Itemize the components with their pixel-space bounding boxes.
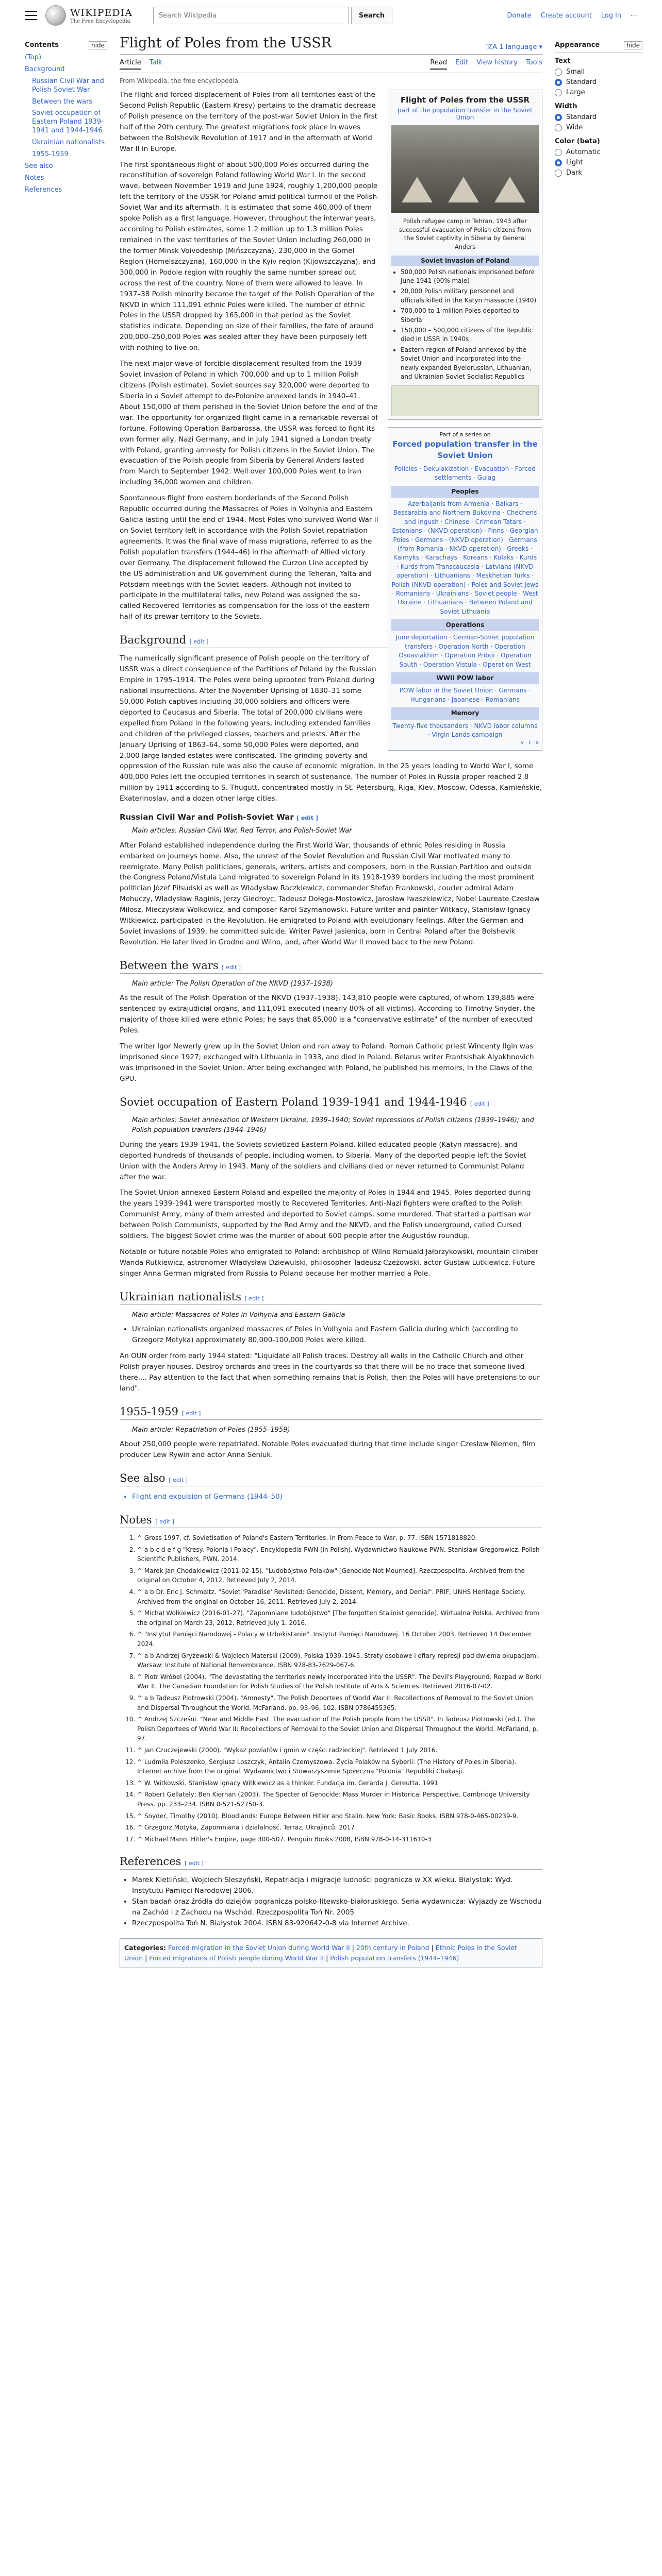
wikipedia-logo[interactable] [45,5,133,26]
text-size-options [555,68,642,96]
search-button[interactable]: Search [351,7,392,24]
radio-label: Large [566,89,585,96]
list-item: • 700,000 to 1 million Poles deported to Siberia [401,307,539,325]
tent-shape [494,177,525,202]
categories-box [120,1938,542,1968]
hatnote[interactable]: Main article: The Polish Operation of the NKVD (1937–1938) [132,979,333,988]
toc-item[interactable]: Between the wars [32,97,93,106]
note-item: 17. ^ Michael Mann. Hitler's Empire, page 300-507. Penguin Books 2008, ISBN 978-0-14-311610-3 [137,1835,542,1844]
radio-icon [555,159,562,166]
logo-title: WIKIPEDIA [70,7,133,19]
note-item: 1. ^ Gross 1997, cf. Sovietisation of Poland's Eastern Territories. In From Peace to War, p. 77. ISBN 1571818820. [137,1533,542,1543]
radio-icon [555,170,562,177]
main-content [120,35,542,1968]
table-of-contents [25,41,107,198]
appearance-header [555,41,642,53]
edit-section-link[interactable]: [ edit ] [470,1100,489,1107]
toc-list [25,54,107,195]
width-label: Width [555,103,577,110]
toc-header [25,41,107,49]
soviet-paragraph-3: Notable or future notable Poles who emigrated to Poland: archbishop of Wilno Romuald Jałbrzykowski, mountain climber Wanda Rutkiewicz, astronomer Władysław Dziewulski, philosopher Tadeusz Czeżowski, actor Gustaw Lutkiewicz. Future singer Anna German migrated from Russia to Poland because her mother married a Pole. [120,1248,538,1278]
radio-label: Small [566,68,585,76]
note-item: 2. ^ a b c d e f g "Kresy. Polonia i Polacy". Encyklopedia PWN (in Polish). Wydawnictwo Naukowe PWN. Stanisław Gregorowicz. Polish Scientific Publishers, PWN. 2014. [137,1545,542,1564]
note-item: 5. ^ Michał Wołkiewicz (2016-01-27). "Zapomniane ludobójstwo" [The forgotten Stalinist genocide]. Wirtualna Polska. Archived from the original on March 23, 2012. Retrieved July 1, 2016. [137,1608,542,1628]
category-link[interactable]: Ethnic Poles in the Soviet Union [124,1943,517,1962]
color-group [555,138,642,177]
reference-item: • Marek Kietliński, Wojciech Śleszyński, Repatriacja i migracje ludności pogranicza w XX wieku. Bialystok: Wyd. Instytutu Pamięci Narodowej 2006. [132,1875,542,1896]
appearance-panel [555,41,642,183]
section-title: See also [120,1472,166,1485]
section-title: 1955-1959 [120,1405,178,1418]
width-options [555,113,642,131]
categories-list: Forced migration in the Soviet Union during World War II | 20th century in Poland | Ethnic Poles in the Soviet Union | Forced migrations of Polish people during World War II | Polish population transfers (1944–1946) [124,1943,517,1962]
radio-icon [555,69,562,76]
navbox-peoples-head: Peoples [391,486,539,498]
section-civil-war-heading [120,812,542,822]
list-item: • 20,000 Polish military personnel and officials killed in the Katyn massacre (1940) [401,287,539,305]
radio-option[interactable] [555,113,642,121]
infobox-title: Flight of Poles from the USSR [400,95,530,105]
main-menu-icon[interactable] [25,9,37,22]
toc-item[interactable]: Background [25,65,65,73]
radio-label: Light [566,159,583,166]
section-title: References [120,1855,181,1868]
intro-paragraph-3: The next major wave of forcible displacement resulted from the 1939 Soviet invasion of Poland in which 700,000 and up to 1 million Polish citizens (Polish estimate). Soviet sources say 320,000 were deported to Siberia in a Soviet attempt to de-Polonize annexed lands in 1940–41. About 150,000 of them perished in the Soviet Union before the end of the war. The opportunity for organized flight came in a remarkable reversal of fortune. Following Operation Barbarossa, the USSR was forced to fight its own former ally, Nazi Germany, and in July 1941 signed a London treaty with Poland, granting amnesty for Polish citizens in the Soviet Union. The evacuation of the Polish people from Siberia by General Anders lasted from March to September 1942. Well over 100,000 Poles went to Iran including 36,000 women and children. [120,360,378,487]
references-list [120,1875,542,1929]
appearance-hide-button[interactable]: hide [624,41,642,49]
edit-section-link[interactable]: [ edit ] [181,1410,201,1417]
note-item: 9. ^ a b Tadeusz Piotrowski (2004). "Amnesty". The Polish Deportees of World War II: Recollections of Removal to the Soviet Union and Dispersal Throughout the World. McFarland. pp. 93–96, 102. ISBN 0786455365. [137,1693,542,1713]
radio-option[interactable] [555,148,642,156]
page-tabs [120,55,542,73]
navbox-top-links[interactable]: Policies · Dekulakization · Evacuation · Forced settlements · Gulag [394,465,536,482]
civil-war-paragraph: After Poland established independence during the First World War, thousands of ethnic Poles residing in Russia embarked on journeys home. Also, the unrest of the Soviet Revolution and Russian Civil War motivated many to reemigrate. Many Polish politicians, generals, writers, artists and composers, born in the Russian Partition and outside the Congress Poland/Vistula Land migrated to sovereign Poland in its 1918-1939 borders including the most prominent politician Józef Piłsudski as well as Władysław Raczkiewicz, commander Stefan Frankowski, courier admiral Adam Mohuczy, Władysław Raginis, Jerzy Giedroyc, Tadeusz Dołęga-Mostowicz, Jarosław Iwaszkiewicz, Nobel Laureate Czesław Miłosz, Mieczysław Wolkowicz, and composer Karol Szymanowski. Future writer and painter Witkacy, Stanisław Ignacy Witkiewicz, participated in the Revolution. He emigrated to Poland with evolutionary feelings. After the German and Soviet invasions of 1939, he committed suicide. Writer Paweł Jasienica, born in Central Poland after the Bolshevik Revolution. He later lived in Grodno and Wilno, and, after World War II moved back to the new Poland. [120,841,540,946]
section-1955-heading [120,1405,542,1420]
navbox-peoples[interactable]: Azerbaijanis from Armenia · Balkars · Bessarabia and Northern Bukovina · Chechens and Ingush · Chinese · Crimean Tatars · Estonians · (NKVD operation) · Finns · Georgian Poles · Germans · (NKVD operation) · Germans (from Romania · NKVD operation) · Greeks · Kalmyks · Karachays · Koreans · Kulaks · Kurds · Kurds from Transcaucasia · Latvians (NKVD operation) · Lithuanians · Meskhetian Turks · Polish (NKVD operation) · Poles and Soviet Jews · Romanians · Ukrainians · Soviet people · West Ukraine · Lithuanians · Between Poland and Soviet Lithuania [391,500,539,615]
note-item: 10. ^ Andrzej Szcześni. "Near and Middle East. The evacuation of the Polish people from the USSR". In Tadeusz Piotrowski (ed.). The Polish Deportees of World War II: Recollections of Removal to the Soviet Union and Dispersal Throughout the World. McFarland, p. 97. [137,1715,542,1743]
navbox-operations-head: Operations [391,619,539,631]
tab-article[interactable]: Article [120,59,141,70]
radio-icon [555,124,562,131]
note-item: 13. ^ W. Witkowski. Stanisław Ignacy Witkiewicz as a thinker. Fundacja im. Gerarda J. Gereutta. 1991 [137,1778,542,1788]
radio-label: Standard [566,113,597,121]
infobox [388,90,542,420]
radio-icon [555,149,562,156]
tab-tools[interactable]: Tools [525,59,542,66]
toc-item[interactable]: Notes [25,174,44,182]
width-group [555,103,642,131]
section-between-heading [120,959,542,974]
category-link[interactable]: Polish population transfers (1944–1946) [330,1954,459,1962]
appearance-title: Appearance [555,41,600,49]
toc-title: Contents [25,41,59,49]
category-link[interactable]: Forced migrations of Polish people during World War II [149,1954,324,1962]
hatnote[interactable]: Main articles: Soviet annexation of Western Ukraine, 1939–1940; Soviet repressions of Polish citizens (1939–1946); and Polish population transfers (1944–1946) [132,1116,534,1134]
category-link[interactable]: 20th century in Poland [356,1943,429,1952]
section-see-also-heading [120,1472,542,1486]
language-button[interactable]: 文A 1 language ▾ [486,43,542,51]
donate-link[interactable]: Donate [507,11,532,20]
section-title: Notes [120,1514,152,1527]
radio-option[interactable] [555,89,642,96]
between-paragraph-2: The writer Igor Newerly grew up in the Soviet Union and ran away to Poland. Roman Catholic priest Wincenty Ilgin was imprisoned since 1927; exchanged with Lithuania in 1933, and died in Poland. Belarus writer Frantsishak Alyakhnovich was imprisoned in the Soviet Union. After being exchanged with Poland, he published his memoirs, In the Claws of the GPU. [120,1042,534,1083]
navbox-pow-head: WWII POW labor [391,672,539,684]
radio-label: Dark [566,169,582,177]
section-title: Between the wars [120,959,219,972]
list-item: • 500,000 Polish nationals imprisoned before June 1941 (90% male) [401,268,539,286]
toc-hide-button[interactable]: hide [89,41,107,49]
section-title: Russian Civil War and Polish-Soviet War [120,812,294,822]
section-soviet-heading [120,1096,542,1110]
tab-view-history[interactable]: View history [476,59,518,66]
toc-item[interactable]: References [25,185,62,194]
tent-shape [402,177,433,202]
between-paragraph-1: As the result of The Polish Operation of the NKVD (1937–1938), 143,810 people were captured, of whom 139,885 were sentenced by extrajudicial organs, and 111,091 executed (nearly 80% of all victims). According to Timothy Snyder, the majority of those killed were ethnic Poles; he says that 85,000 is a "conservative estimate" of the number of executed Poles. [120,994,535,1035]
list-item: • Ukrainian nationalists organized massacres of Poles in Volhynia and Eastern Galicia during which (according to Grzegorz Motyka) approximately 80,000-100,000 Poles were killed. [132,1324,542,1346]
language-count: 1 language [499,43,537,51]
refugee-camp-photo[interactable] [391,125,539,213]
tab-read[interactable]: Read [430,59,447,70]
section-title: Background [120,634,187,647]
login-link[interactable]: Log in [601,11,621,20]
radio-icon [555,89,562,96]
see-also-link[interactable]: • Flight and expulsion of Germans (1944–50) [132,1492,542,1502]
page-title: Flight of Poles from the USSR [120,35,332,51]
navbox-pow[interactable]: POW labor in the Soviet Union · Germans · Hungarians · Japanese · Romanians [399,687,531,703]
categories-label: Categories: [124,1943,166,1952]
logo-subtitle: The Free Encyclopedia [70,18,130,24]
series-navbox [388,427,542,750]
note-item: 8. ^ Piotr Wróbel (2004). "The devastating the territories newly incorporated into the USSR". The Devil's Playground. Rozpad w Borki War II. The Canadian Foundation for Polish Studies of the Polish Institute of Arts & Sciences. Retrieved 2016-07-02. [137,1672,542,1691]
note-item: 11. ^ Jan Czuczejewski (2000). "Wykaz powiatów i gmin w części radzieckiej". Retrieved 1 July 2016. [137,1745,542,1755]
edit-section-link[interactable]: [ edit ] [222,963,241,971]
toc-item[interactable]: Russian Civil War and Polish-Soviet War [32,77,104,94]
soviet-paragraph-2: The Soviet Union annexed Eastern Poland and expelled the majority of Poles in 1944 and 1945. Poles deported during the years 1939-1941 were transported mostly to Recovered Territories. Anti-Nazi fighters were drafted to the Polish Communist Army, many of them arrested and deported to Soviet camps, some murdered. That started a partisan war between Polish Communists, supported by the Red Army and the NKVD, and the Polish underground, called Cursed soldiers. The biggest Soviet crime was the murder of about 600 people after the Augustów roundup. [120,1189,532,1241]
globe-icon [45,5,66,26]
edit-section-link[interactable]: [ edit ] [169,1477,188,1484]
hatnote[interactable]: Main article: Massacres of Poles in Volhynia and Eastern Galicia [132,1311,345,1319]
personal-links [507,12,637,20]
navbox-memory-head: Memory [391,707,539,719]
note-item: 7. ^ a b Andrzej Gryżewski & Wojciech Materski (2009). Polska 1939–1945. Straty osobowe i ofiary represji pod dwiema okupacjami. Warsaw: Institute of National Remembrance. ISBN 978-83-7629-067-6. [137,1651,542,1670]
ukrainian-paragraph: An OUN order from early 1944 stated: "Liquidate all Polish traces. Destroy all walls in the Catholic Church and other Polish prayer houses. Destroy orchards and trees in the courtyards so that there will be no trace that someone lived there.... Pay attention to the fact that when something remains that is Polish, then the Poles will have pretensions to our land". [120,1352,540,1393]
section-ukrainian-heading [120,1291,542,1305]
note-item: 6. ^ "Instytut Pamięci Narodowej - Polacy w Uzbekistanie". Instytut Pamięci Narodowej. 16 October 2003. Retrieved 14 December 2024. [137,1630,542,1649]
tent-shape [448,177,479,202]
article-body [120,90,542,1968]
navbox-vte-links[interactable]: v · t · e [520,740,539,746]
intro-paragraph-4: Spontaneous flight from eastern borderlands of the Second Polish Republic occurred during the Massacres of Poles in Volhynia and Eastern Galicia lasting until the end of 1944. Most Poles who survived World War II on Soviet territory left in accordance with the Polish-Soviet repatriation agreements. It was the final wave of mass migrations, referred to as the Polish population transfers (1944–46) in the aftermath of Allied victory over Germany. The displacement followed the Curzon Line accepted by the US administration and UK government during the Teheran, Yalta and Potsdam meetings with the Soviet leaders. Although not invited to participate in the multilateral talks, new Poland was assigned the so-called Recovered Territories as compensation for the loss of the eastern half of its prewar territory to the Soviets. [120,494,378,621]
radio-label: Standard [566,78,597,86]
intro-paragraph-1: The flight and forced displacement of Poles from all territories east of the Second Polish Republic (Eastern Kresy) pertains to the dramatic decrease of Polish presence on the territory of the post-war Soviet Union in the first half of the 20th century. The greatest migrations took place in waves between the Bolshevik Revolution of 1917 and in the aftermath of World War II in Europe. [120,91,377,153]
search-input[interactable]: Search Wikipedia [153,7,349,24]
radio-option[interactable] [555,169,642,177]
more-options-icon[interactable]: ⋯ [631,11,637,20]
radio-icon [555,79,562,86]
toc-item[interactable]: See also [25,162,53,170]
radio-label: Automatic [566,148,601,156]
toc-item[interactable]: Ukrainian nationalists [32,139,105,147]
hatnote[interactable]: Main articles: Russian Civil War, Red Terror, and Polish-Soviet War [132,827,352,835]
create-account-link[interactable]: Create account [540,11,592,20]
toc-item[interactable]: 1955-1959 [32,150,69,159]
navbox-title[interactable]: Forced population transfer in the Soviet Union [392,439,538,461]
note-item: 3. ^ Marek Jan Chodakiewicz (2011-02-15). "Ludobójstwo Polaków" [Genocide Not Mourned]. Rzeczpospolita. Archived from the original on October 4, 2012. Retrieved July 2, 2014. [137,1566,542,1585]
infobox-subtitle[interactable]: part of the population transfer in the Soviet Union [398,107,533,121]
edit-section-link[interactable]: [ edit ] [185,1860,204,1867]
section-title: Soviet occupation of Eastern Poland 1939-1941 and 1944-1946 [120,1095,467,1108]
list-item: • Eastern region of Poland annexed by the Soviet Union and incorporated into the newly expanded Byelorussian, Lithuanian, and Ukrainian Soviet Socialist Republics [401,346,539,382]
radio-option[interactable] [555,124,642,131]
note-item: 12. ^ Ludmiła Poleszenko, Sergiusz Loszczyk, Antalin Czemyszowa. Życia Polaków na Syberii: (The History of Poles in Siberia). Internet archive from the original. Wydawnictwo i Stowarzyszenie Społeczna "Polonia" Republiki Chakasji. [137,1757,542,1776]
infobox-caption: Polish refugee camp in Tehran, 1943 after successful evacuation of Polish citizens from the Soviet captivity in Siberia by General Anders [399,217,532,251]
note-item: 15. ^ Snyder, Timothy (2010). Bloodlands: Europe Between Hitler and Stalin. New York: Basic Books. ISBN 978-0-465-00239-9. [137,1811,542,1821]
section-title: Ukrainian nationalists [120,1290,241,1303]
soviet-paragraph-1: During the years 1939-1941, the Soviets sovietized Eastern Poland, killed educated people (Katyn massacre), and deported hundreds of thousands of people, including women, to Siberia. Many of the deported people left the Soviet Union with the Anders Army in 1943. Many of the soldiers and civilians died or never returned to Communist Poland after the war. [120,1140,526,1181]
reference-item: • Rzeczpospolita Toń N. Białystok 2004. ISBN 83-920642-0-8 via Internet Archive. [132,1918,542,1929]
notes-list [120,1533,542,1844]
text-size-label: Text [555,57,571,65]
note-item: 14. ^ Robert Gellately; Ben Kiernan (2003). The Specter of Genocide: Mass Murder in Historical Perspective. Cambridge University Press. pp. 233–234. ISBN 0-521-52750-3. [137,1790,542,1809]
category-link[interactable]: Forced migration in the Soviet Union during World War II [168,1943,350,1952]
toc-item[interactable]: (Top) [25,54,42,61]
infobox-heading: Soviet invasion of Poland [391,256,539,266]
radio-icon [555,114,562,121]
reference-item: • Stan badań oraz źródła do dziejów pogranicza polsko-litewsko-białoruskiego. Seria wydawnicza: Wyjazdy ze Wschodu na Zachód i z Zachodu na Wschód. Rzeczpospolita Toń Nr. 2005 [132,1896,542,1918]
toc-item[interactable]: Soviet occupation of Eastern Poland 1939-1941 and 1944-1946 [32,109,104,135]
radio-option[interactable] [555,159,642,166]
background-paragraph: The numerically significant presence of Polish people on the territory of USSR was a direct consequence of the Partitions of Poland by the Russian Empire in 1795–1914. The Poles were being uprooted from Poland during national insurrections. After the November Uprising of 1830–31 some 50,000 Polish captives including 30,000 soldiers and officers were deported to Caucasus and Siberia. The total of 200,000 civilians were expelled from Poland in the following years, including extended families and children of the privileged classes, teachers and priests. After the January Uprising of 1863–64, some 50,000 Poles were deported, and 2,000 large landed estates were confiscated. The grinding poverty and oppression of the Russian rule was also the cause of economic migration. In the 25 years leading to World War I, some 400,000 Poles left the occupied territories in search of sustenance. The number of Poles in Russia proper reached 2.8 million by 1911 according to S. Thugutt, concentrated mostly in St. Petersburg, Riga, Kiev, Moscow, Odessa, Kamieńskie, Ekaterinoslav, and a dozen other large cities. [120,654,542,803]
navbox-memory[interactable]: Twenty-five thousanders · NKVD labor columns · Virgin Lands campaign [392,722,538,738]
radio-option[interactable] [555,68,642,76]
navbox-operations[interactable]: June deportation · German-Soviet population transfers · Operation North · Operation Osoaviakhim · Operation Priboi · Operation South · Operation Vistula · Operation West [395,634,535,668]
page-title-bar [120,35,542,55]
infobox-list [391,268,539,382]
text-size-group [555,57,642,96]
radio-label: Wide [566,124,583,131]
edit-section-link[interactable]: [ edit ] [189,638,209,646]
edit-section-link[interactable]: [ edit ] [244,1295,264,1302]
color-label: Color (beta) [555,138,600,145]
edit-section-link[interactable]: [ edit ] [155,1518,175,1526]
radio-option[interactable] [555,78,642,86]
note-item: 4. ^ a b Dr. Eric J. Schmaltz. "Soviet 'Paradise' Revisited: Genocide, Dissent, Memory, and Denial". PRIF, UNHS Heritage Society. Archived from the original on October 16, 2011. Retrieved July 2, 2014. [137,1587,542,1606]
navbox-part-of: Part of a series on [439,431,491,438]
tagline: From Wikipedia, the free encyclopedia [120,77,238,84]
tab-edit[interactable]: Edit [455,59,469,66]
intro-paragraph-2: The first spontaneous flight of about 500,000 Poles occurred during the reconstitution of sovereign Poland following World War I. In the second wave, between November 1919 and June 1924, roughly 1,200,000 people left the territory of the USSR for Poland amid political turmoil of the Polish-Soviet War and its aftermath. It is estimated that some 460,000 of them spoke Polish as a first language. However, throughout the interwar years, according to Polish estimates, some 1.2 million up to 1.3 million Poles remained in the vast territories of the Soviet Union including 260,000 in the former Minsk Voivodeship (Mińszczyzna), 230,000 in the Gomel Region (Homelszczyzna), 160,000 in the Kyiv region (Kijowszczyzna), and 300,000 in Podole region with roughly the same number spread out across the rest of the country. None of them were allowed to leave. In 1937–38 Polish minority became the target of the Polish Operation of the NKVD in which 111,091 ethnic Poles were killed. The number of ethnic Poles in the USSR dropped by 165,000 in that period as the Soviet statistics indicate. Depending on size of their families, the fate of around 200,000–250,000 Poles was sealed after they have been purposely left with nothing to live on. [120,160,379,352]
section-references-heading [120,1855,542,1870]
map-image[interactable] [391,385,539,416]
top-bar [0,0,662,31]
section-notes-heading [120,1514,542,1528]
hatnote[interactable]: Main article: Repatriation of Poles (1955–1959) [132,1426,290,1434]
note-item: 16. ^ Grzegorz Motyka, Zapomniana i działalność. Terraz, Ukrajinců. 2017 [137,1823,542,1833]
tab-talk[interactable]: Talk [149,59,162,66]
edit-section-link[interactable]: [ edit ] [296,815,319,822]
1955-paragraph: About 250,000 people were repatriated. Notable Poles evacuated during that time include singer Czesław Niemen, film producer Lew Rywin and actor Anna Seniuk. [120,1440,536,1460]
list-item: • 150,000 – 500,000 citizens of the Republic died in USSR in 1940s [401,326,539,344]
see-also-list [120,1492,542,1502]
ukrainian-list [120,1324,542,1346]
color-options [555,148,642,177]
